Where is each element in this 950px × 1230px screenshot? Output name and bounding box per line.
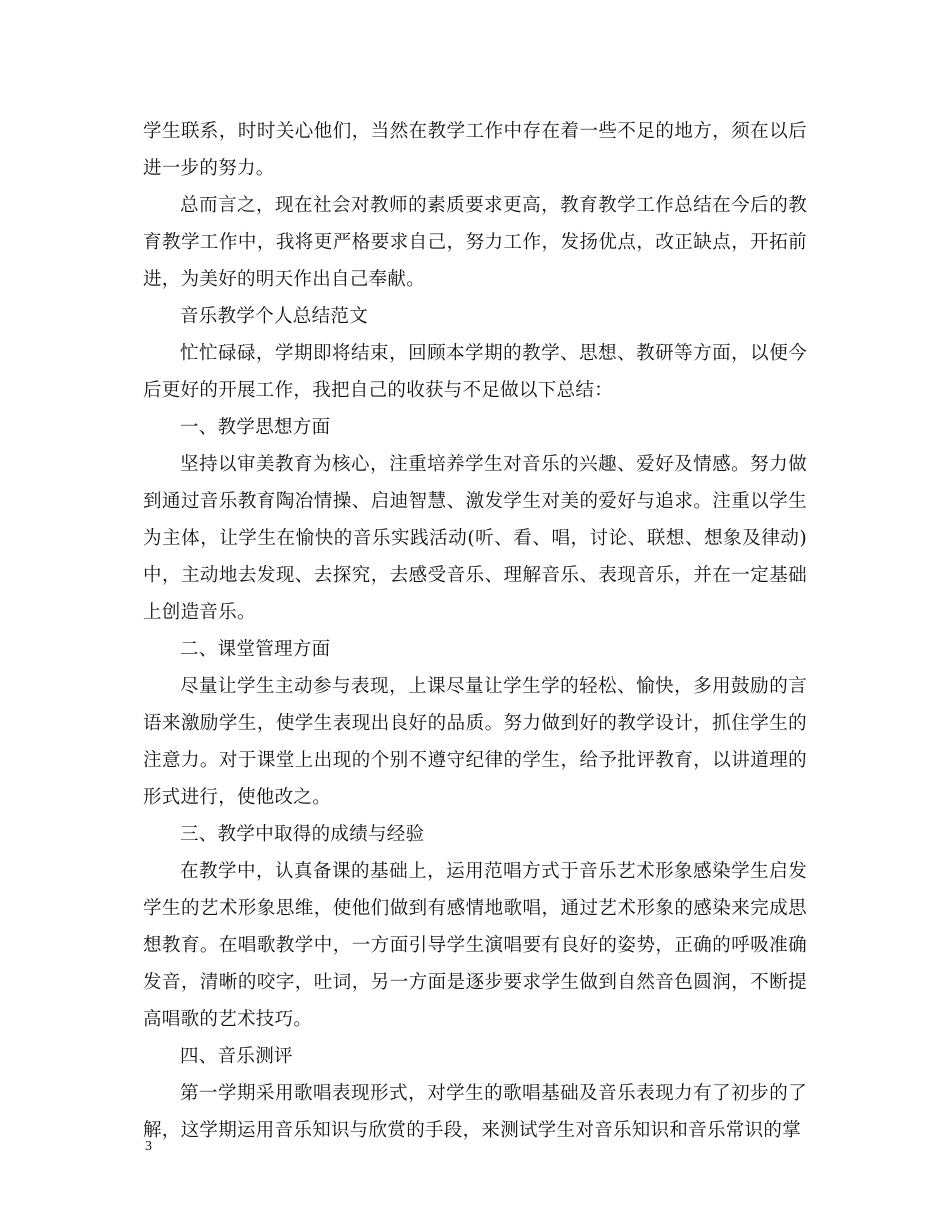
- section-title: 音乐教学个人总结范文: [180, 306, 369, 327]
- paragraph-conclusion: 总而言之，现在社会对教师的素质要求更高，教育教学工作总结在今后的教育教学工作中，我将更严格要求自己，努力工作，发扬优点，改正缺点，开拓前进，为美好的明天作出自己奉献。: [143, 195, 807, 290]
- paragraph-continuation: 学生联系，时时关心他们，当然在教学工作中存在着一些不足的地方，须在以后进一步的努力。: [143, 121, 807, 179]
- heading-teaching-thought: 一、教学思想方面: [180, 417, 331, 438]
- paragraph-teaching-thought: 坚持以审美教育为核心，注重培养学生对音乐的兴趣、爱好及情感。努力做到通过音乐教育陶冶情操、启迪智慧、激发学生对美的爱好与追求。注重以学生为主体，让学生在愉快的音乐实践活动(听、看、唱，讨论、联想、想象及律动)中，主动地去发现、去探究，去感受音乐、理解音乐、表现音乐，并在一定基础上创造音乐。: [143, 454, 807, 623]
- paragraph-music-evaluation: 第一学期采用歌唱表现形式，对学生的歌唱基础及音乐表现力有了初步的了解，这学期运用音乐知识与欣赏的手段，来测试学生对音乐知识和音乐常识的掌: [143, 1083, 807, 1141]
- paragraph-achievements: 在教学中，认真备课的基础上，运用范唱方式于音乐艺术形象感染学生启发学生的艺术形象思维，使他们做到有感情地歌唱，通过艺术形象的感染来完成思想教育。在唱歌教学中，一方面引导学生演唱要有良好的姿势，正确的呼吸准确发音，清晰的咬字，吐词，另一方面是逐步要求学生做到自然音色圆润，不断提高唱歌的艺术技巧。: [143, 861, 807, 1030]
- paragraph-intro: 忙忙碌碌，学期即将结束，回顾本学期的教学、思想、教研等方面，以便今后更好的开展工作，我把自己的收获与不足做以下总结：: [143, 343, 807, 401]
- paragraph-classroom-management: 尽量让学生主动参与表现，上课尽量让学生学的轻松、愉快，多用鼓励的言语来激励学生，使学生表现出良好的品质。努力做到好的教学设计，抓住学生的注意力。对于课堂上出现的个别不遵守纪律的学生，给予批评教育，以讲道理的形式进行，使他改之。: [143, 676, 807, 808]
- body-text: [143, 113, 807, 1149]
- heading-music-evaluation: 四、音乐测评: [180, 1046, 293, 1067]
- page-number: 3: [145, 1139, 152, 1154]
- heading-achievements: 三、教学中取得的成绩与经验: [180, 824, 425, 845]
- heading-classroom-management: 二、课堂管理方面: [180, 639, 331, 660]
